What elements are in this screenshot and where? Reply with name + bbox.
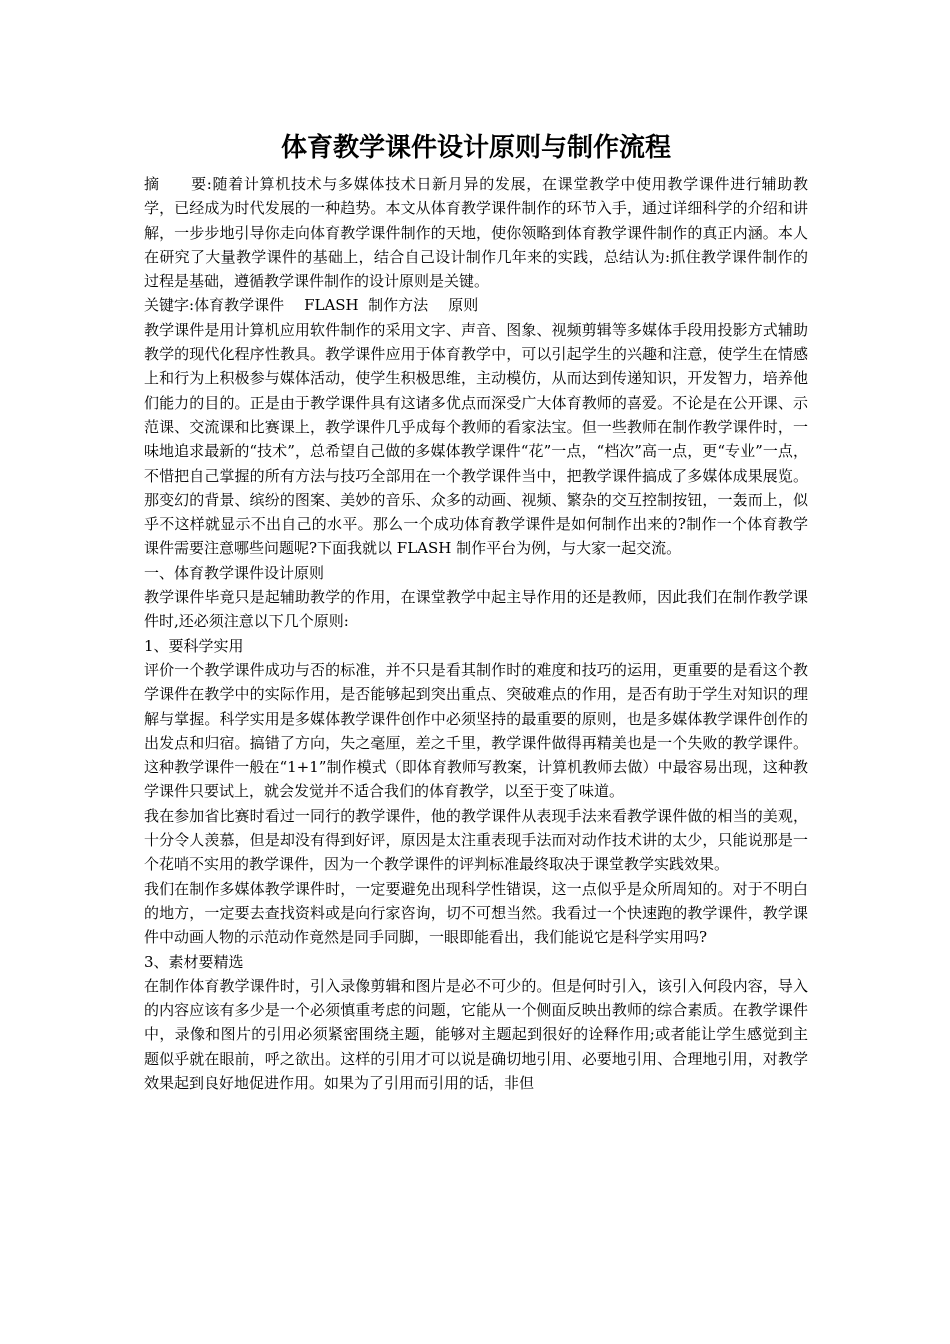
body-paragraph: 评价一个教学课件成功与否的标准，并不只是看其制作时的难度和技巧的运用，更重要的是看这个教学课件在教学中的实际作用，是否能够起到突出重点、突破难点的作用，是否有助于学生对知识的理解与掌握。科学实用是多媒体教学课件创作中必须坚持的最重要的原则，也是多媒体教学课件创作的出发点和归宿。搞错了方向，失之毫厘，差之千里，教学课件做得再精美也是一个失败的教学课件。这种教学课件一般在“1+1”制作模式（即体育教师写教案，计算机教师去做）中最容易出现，这种教学课件只要试上，就会发觉并不适合我们的体育教学，以至于变了味道。 bbox=[144, 660, 808, 801]
body-paragraph: 我们在制作多媒体教学课件时，一定要避免出现科学性错误，这一点似乎是众所周知的。对于不明白的地方，一定要去查找资料或是向行家咨询，切不可想当然。我看过一个快速跑的教学课件，教学课件中动画人物的示范动作竟然是同手同脚，一眼即能看出，我们能说它是科学实用吗? bbox=[144, 879, 808, 947]
body-paragraph: 我在参加省比赛时看过一同行的教学课件，他的教学课件从表现手法来看教学课件做的相当的美观，十分令人羡慕，但是却没有得到好评，原因是太注重表现手法而对动作技术讲的太少，只能说那是一个花哨不实用的教学课件，因为一个教学课件的评判标准最终取决于课堂教学实践效果。 bbox=[144, 806, 808, 874]
keyword-item: 原则 bbox=[448, 296, 479, 315]
subsection-heading: 3、素材要精选 bbox=[144, 952, 244, 971]
body-paragraph: 在制作体育教学课件时，引入录像剪辑和图片是必不可少的。但是何时引入，该引入何段内容，导入的内容应该有多少是一个必须慎重考虑的问题，它能从一个侧面反映出教师的综合素质。在教学课件中，录像和图片的引用必须紧密围绕主题，能够对主题起到很好的诠释作用;或者能让学生感觉到主题似乎就在眼前，呼之欲出。这样的引用才可以说是确切地引用、必要地引用、合理地引用，对教学效果起到良好地促进作用。如果为了引用而引用的话，非但 bbox=[144, 976, 808, 1092]
document-title: 体育教学课件设计原则与制作流程 bbox=[280, 133, 671, 163]
intro-paragraph: 教学课件是用计算机应用软件制作的采用文字、声音、图象、视频剪辑等多媒体手段用投影方式辅助教学的现代化程序性教具。教学课件应用于体育教学中，可以引起学生的兴趣和注意，使学生在情感上和行为上积极参与媒体活动，使学生积极思维，主动模仿，从而达到传递知识，开发智力，培养他们能力的目的。正是由于教学课件具有这诸多优点而深受广大体育教师的喜爱。不论是在公开课、示范课、交流课和比赛课上，教学课件几乎成每个教师的看家法宝。但一些教师在制作教学课件时，一味地追求最新的“技术”，总希望自己做的多媒体教学课件“花”一点，“档次”高一点，更“专业”一点，不惜把自己掌握的所有方法与技巧全部用在一个教学课件当中，把教学课件搞成了多媒体成果展览。那变幻的背景、缤纷的图案、美妙的音乐、众多的动画、视频、繁杂的交互控制按钮，一轰而上，似乎不这样就显示不出自己的水平。那么一个成功体育教学课件是如何制作出来的?制作一个体育教学课件需要注意哪些问题呢?下面我就以 FLASH 制作平台为例，与大家一起交流。 bbox=[144, 320, 808, 558]
document-page bbox=[144, 124, 808, 1095]
subsection-heading: 1、要科学实用 bbox=[144, 636, 244, 655]
keywords-label: 关键字: bbox=[144, 296, 195, 315]
keywords-line bbox=[144, 293, 808, 317]
section-intro-paragraph: 教学课件毕竟只是起辅助教学的作用，在课堂教学中起主导作用的还是教师，因此我们在制作教学课件时,还必须注意以下几个原则: bbox=[144, 588, 808, 631]
abstract-paragraph: 摘 要:随着计算机技术与多媒体技术日新月异的发展，在课堂教学中使用教学课件进行辅助教学，已经成为时代发展的一种趋势。本文从体育教学课件制作的环节入手，通过详细科学的介绍和讲解，一步步地引导你走向体育教学课件制作的天地，使你领略到体育教学课件制作的真正内涵。本人在研究了大量教学课件的基础上，结合自己设计制作几年来的实践，总结认为:抓住教学课件制作的过程是基础，遵循教学课件制作的设计原则是关键。 bbox=[144, 175, 808, 291]
section-heading: 一、体育教学课件设计原则 bbox=[144, 563, 325, 582]
keyword-item: 体育教学课件 bbox=[194, 296, 285, 315]
keyword-item: FLASH 制作方法 bbox=[304, 296, 429, 315]
